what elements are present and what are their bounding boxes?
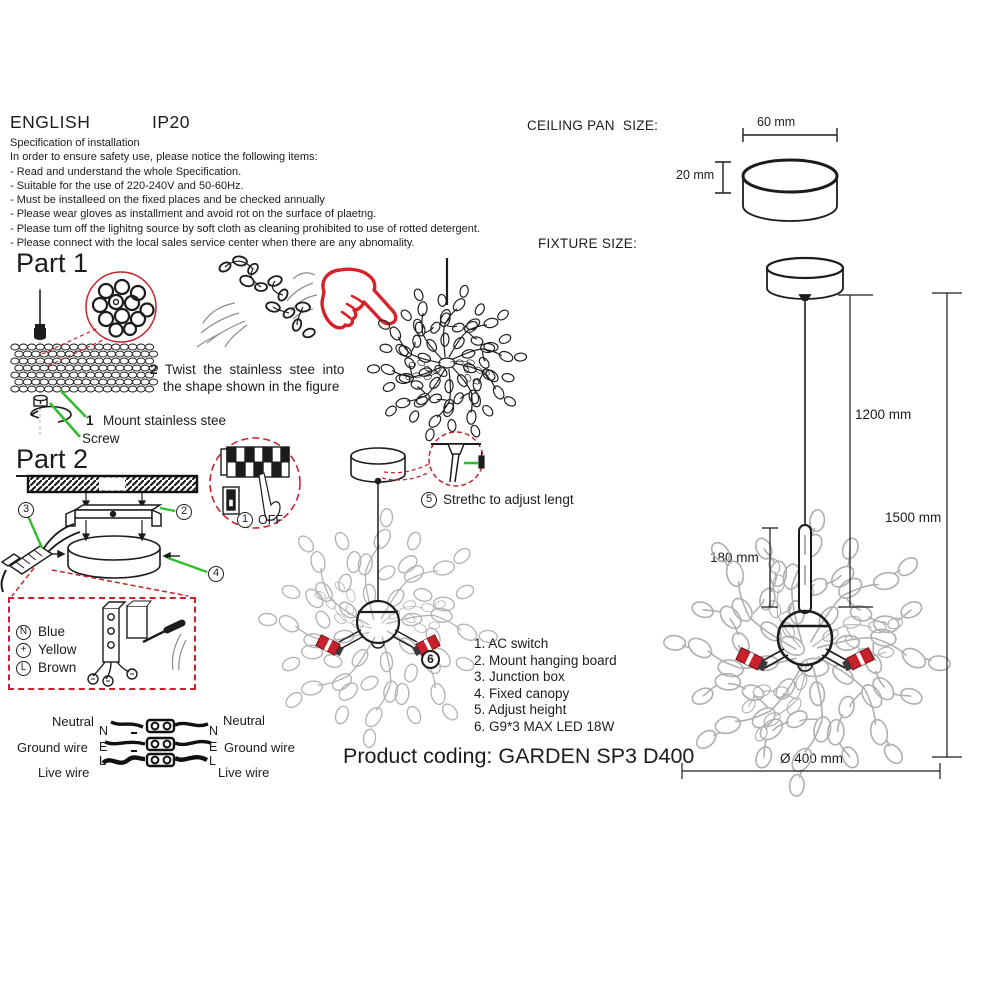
part2-assembly-drawing [0, 450, 240, 602]
part1-step2-line2: the shape shown in the figure [163, 379, 340, 394]
spec-item: - Must be installeed on the fixed places and be checked annually [10, 194, 325, 207]
parts-list-item: 2. Mount hanging board [474, 652, 617, 668]
fixture-wire-dim: 1200 mm [855, 407, 912, 422]
earth-terminal-symbol: + [16, 643, 31, 658]
spec-title: Specification of installation [10, 137, 140, 149]
left-letter-l: L [99, 754, 106, 768]
mid-pendant-drawing [280, 430, 495, 722]
callout-3: 3 [18, 502, 34, 518]
live-terminal-symbol: L [16, 661, 31, 676]
fixture-drawing [670, 255, 960, 785]
neutral-terminal-symbol: N [16, 625, 31, 640]
off-label: OFF [258, 513, 283, 527]
part1-title: Part 1 [16, 248, 89, 278]
step5-text: Strethc to adjust lengt [443, 492, 574, 507]
product-coding [343, 744, 694, 769]
parts-list-item: 5. Adjust height [474, 702, 567, 718]
terminal-connection-sketch [85, 600, 189, 684]
right-letter-l: L [209, 754, 216, 768]
fixture-stem-dim: 180 mm [710, 550, 759, 565]
left-ground-label: Ground wire [17, 740, 88, 755]
spec-item: - Please tum off the lighitng source by soft cloth as cleaning prohibited to use of rotted detergent. [10, 222, 481, 235]
parts-list-item: 1. AC switch [474, 636, 549, 651]
fixture-diameter-dim: Ø 400 mm [780, 751, 844, 766]
callout-6: 6 [421, 650, 440, 669]
callout-5: 5 [421, 492, 437, 508]
spec-intro: In order to ensure safety use, please notice the following items: [10, 151, 318, 164]
right-ground-label: Ground wire [224, 740, 295, 755]
parts-list-item: 4. Fixed canopy [474, 685, 570, 701]
left-live-label: Live wire [38, 765, 90, 780]
hands-twisting-sketch [195, 253, 317, 353]
twisted-wire-ball-drawing [360, 255, 535, 430]
parts-list-item: 3. Junction box [474, 669, 565, 685]
callout-2: 2 [176, 504, 192, 520]
spec-item: - Read and understand the whole Specification. [10, 165, 242, 178]
right-neutral-label: Neutral [223, 713, 265, 728]
fixture-total-dim: 1500 mm [885, 510, 942, 525]
left-letter-e: E [99, 740, 108, 754]
left-letter-n: N [99, 724, 109, 738]
part2-title: Part 2 [16, 444, 88, 477]
ceiling-pan-size-label: CEILING PAN SIZE: [527, 118, 659, 133]
spec-item: - Please wear gloves as installment and avoid rot on the surface of plaetng. [10, 208, 377, 221]
ceiling-pan-height-dim: 20 mm [676, 168, 715, 182]
live-wire-color: Brown [38, 660, 77, 675]
part1-step2-line1: Twist the stainless stee into [165, 362, 345, 377]
ceiling-pan-drawing [655, 125, 955, 225]
parts-list-item: 6. G9*3 MAX LED 18W [474, 718, 615, 734]
right-letter-e: E [209, 740, 218, 754]
part1-step2-number: 2 [150, 362, 158, 377]
neutral-wire-color: Blue [38, 624, 66, 639]
fixture-size-label: FIXTURE SIZE: [538, 236, 638, 251]
spec-item: - Suitable for the use of 220-240V and 50-60Hz. [10, 179, 244, 192]
callout-4: 4 [208, 566, 224, 582]
right-live-label: Live wire [218, 765, 270, 780]
part1-step1-number: 1 [86, 413, 94, 428]
language-title: ENGLISH [10, 112, 91, 132]
right-letter-n: N [209, 724, 219, 738]
ip-rating: IP20 [152, 112, 190, 132]
callout-1: 1 [237, 512, 253, 528]
earth-wire-color: Yellow [38, 642, 77, 657]
parts-list [474, 636, 617, 736]
ceiling-pan-width-dim: 60 mm [757, 115, 796, 129]
part1-screw-label: Screw [82, 431, 120, 446]
spec-item: - Please connect with the local sales service center when there are any abnomality. [10, 237, 415, 250]
product-coding-label: Product coding: [343, 744, 493, 768]
left-neutral-label: Neutral [52, 714, 94, 729]
specification-block [10, 136, 570, 250]
part1-step1-text: Mount stainless stee [103, 413, 227, 428]
product-code: GARDEN SP3 D400 [498, 744, 695, 768]
